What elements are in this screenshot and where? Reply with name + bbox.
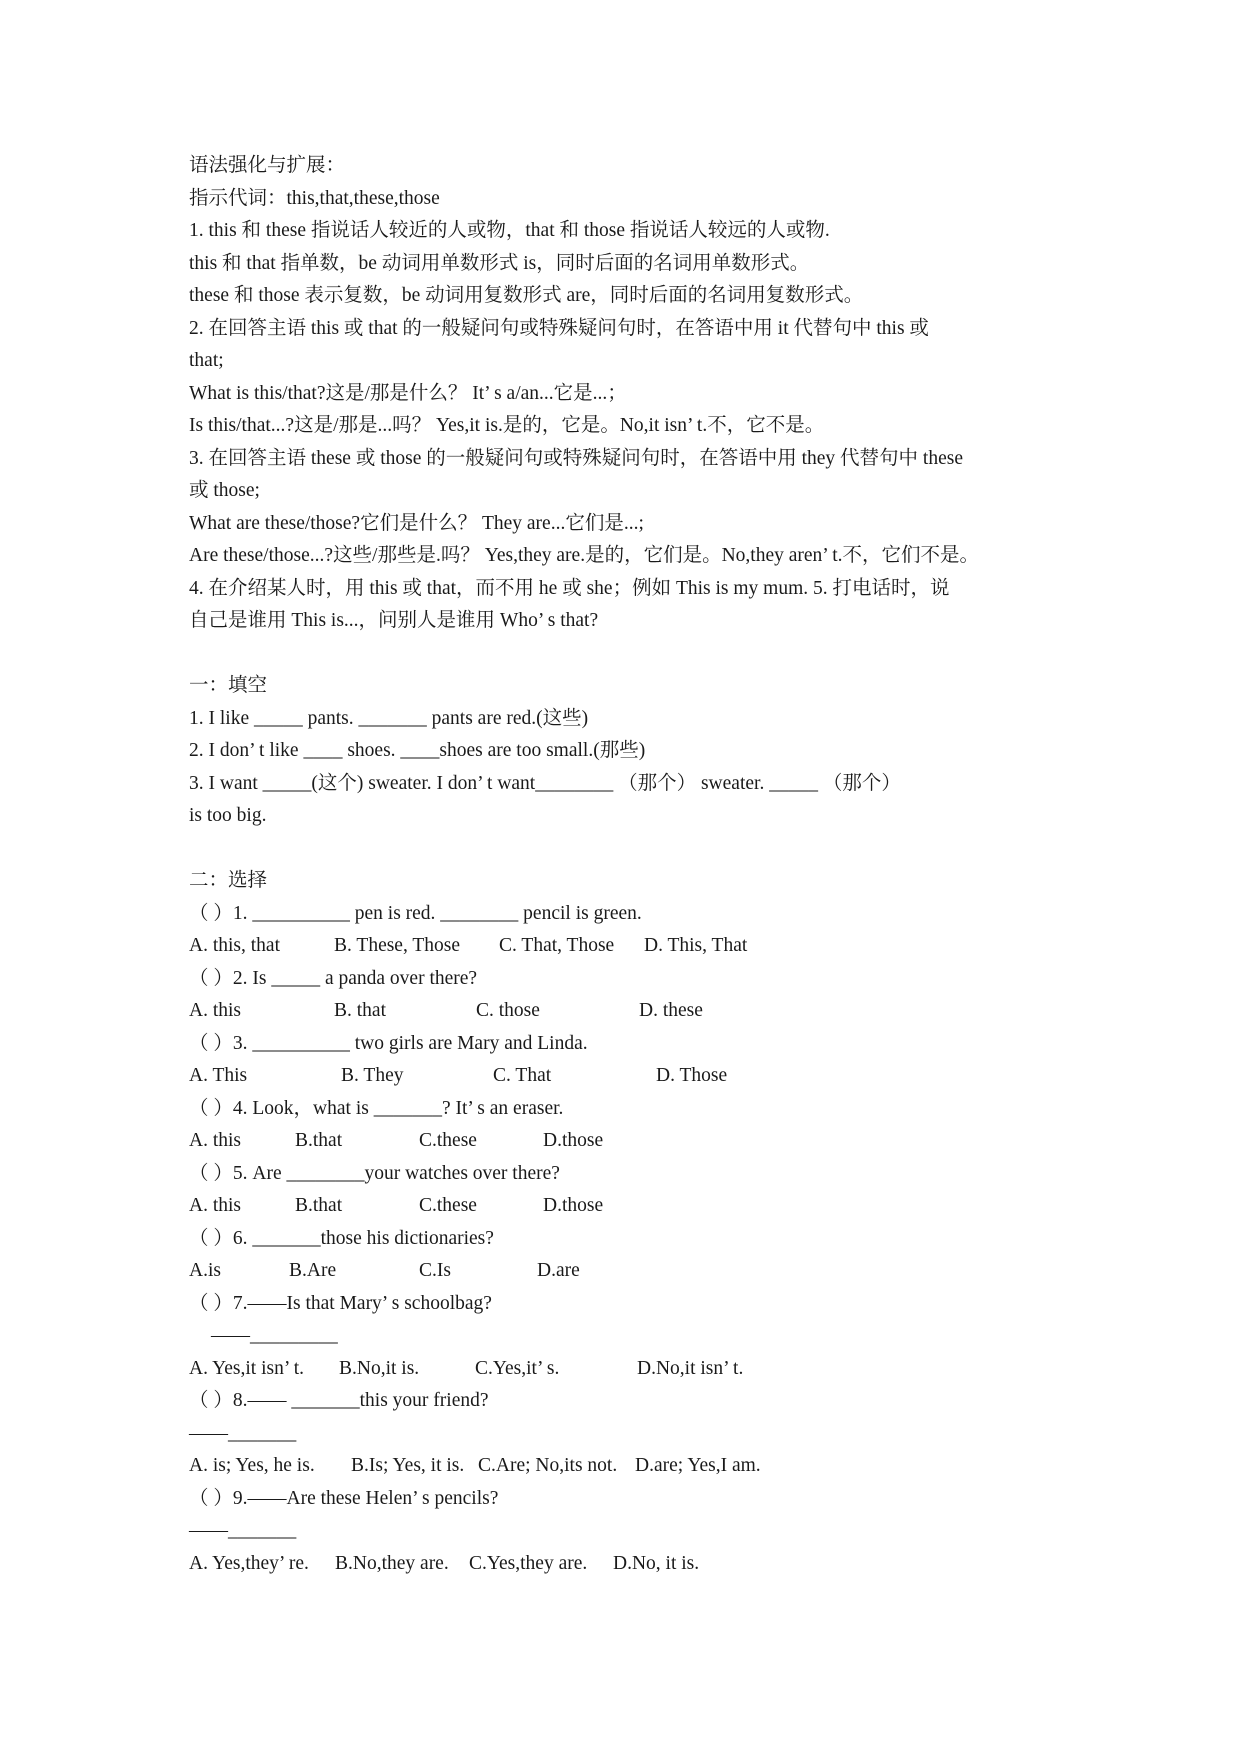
question-stem: （ ）1. __________ pen is red. ________ pencil is green. bbox=[189, 902, 642, 924]
option-a: A. Yes,they’ re. bbox=[189, 1552, 309, 1574]
question-stem: （ ）7.——Is that Mary’ s schoolbag? bbox=[189, 1292, 492, 1314]
note-line: Is this/that...?这是/那是...吗？ Yes,it is.是的，它是。No,it isn’ t.不，它不是。 bbox=[189, 415, 825, 436]
question-stem: （ ）5. Are ________your watches over there? bbox=[189, 1162, 560, 1184]
option-c: C. those bbox=[476, 1000, 540, 1021]
note-line: this 和 that 指单数，be 动词用单数形式 is，同时后面的名词用单数形式。 bbox=[189, 252, 810, 274]
option-d: D.those bbox=[543, 1130, 604, 1151]
note-line: 3. 在回答主语 these 或 those 的一般疑问句或特殊疑问句时，在答语中用 they 代替句中 these bbox=[189, 447, 963, 469]
question-8 bbox=[189, 1385, 1059, 1483]
question-stem: （ ）4. Look，what is _______? It’ s an eraser. bbox=[189, 1097, 564, 1119]
worksheet-page bbox=[189, 150, 1059, 1580]
options-row bbox=[189, 1353, 1059, 1386]
question-stem: （ ）6. _______those his dictionaries? bbox=[189, 1227, 494, 1249]
option-a: A. this bbox=[189, 1195, 242, 1216]
option-c: C. That bbox=[493, 1065, 552, 1086]
option-b: B. They bbox=[341, 1065, 404, 1086]
note-line: 1. this 和 these 指说话人较近的人或物，that 和 those 指说话人较远的人或物. bbox=[189, 220, 830, 241]
answer-line: ——_______ bbox=[189, 1520, 297, 1541]
fill-in-question: 1. I like _____ pants. _______ pants are red.(这些) bbox=[189, 707, 589, 729]
option-a: A.is bbox=[189, 1260, 221, 1281]
options-row bbox=[189, 930, 1059, 963]
option-a: A. this bbox=[189, 1000, 242, 1021]
option-d: D.are; Yes,I am. bbox=[635, 1455, 761, 1476]
grammar-notes bbox=[189, 215, 1059, 638]
option-b: B.Are bbox=[289, 1260, 337, 1281]
note-line: 或 those; bbox=[189, 480, 260, 501]
option-d: D.No,it isn’ t. bbox=[637, 1357, 744, 1379]
option-c: C.Are; No,its not. bbox=[478, 1455, 618, 1476]
option-b: B.No,it is. bbox=[339, 1357, 420, 1379]
option-b: B.that bbox=[295, 1195, 343, 1216]
options-row bbox=[189, 1190, 1059, 1223]
option-a: A. this, that bbox=[189, 935, 280, 956]
option-d: D.those bbox=[543, 1195, 604, 1216]
question-stem: （ ）9.——Are these Helen’ s pencils? bbox=[189, 1487, 499, 1509]
fill-in-question: 3. I want _____(这个) sweater. I don’ t want________ （那个） sweater. _____ （那个） bbox=[189, 772, 901, 794]
options-row bbox=[189, 1450, 1059, 1483]
note-line: 2. 在回答主语 this 或 that 的一般疑问句或特殊疑问句时，在答语中用 it 代替句中 this 或 bbox=[189, 317, 929, 339]
options-row bbox=[189, 1060, 1059, 1093]
page-title: 语法强化与扩展： bbox=[189, 155, 346, 176]
option-b: B. that bbox=[334, 1000, 386, 1021]
question-7 bbox=[189, 1288, 1059, 1386]
multiple-choice-section bbox=[189, 865, 1059, 1580]
section-title: 一：填空 bbox=[189, 675, 268, 696]
option-b: B.No,they are. bbox=[335, 1552, 449, 1574]
option-a: A. is; Yes, he is. bbox=[189, 1455, 315, 1476]
note-line: 自己是谁用 This is...，问别人是谁用 Who’ s that? bbox=[189, 610, 599, 631]
option-c: C. That, Those bbox=[499, 935, 615, 956]
option-d: D. This, That bbox=[644, 935, 748, 956]
option-a: A. Yes,it isn’ t. bbox=[189, 1357, 305, 1379]
note-line: What is this/that?这是/那是什么？ It’ s a/an...它是...； bbox=[189, 382, 627, 404]
question-stem: （ ）8.—— _______this your friend? bbox=[189, 1390, 489, 1411]
question-5 bbox=[189, 1158, 1059, 1223]
options-row bbox=[189, 1548, 1059, 1581]
options-row bbox=[189, 1125, 1059, 1158]
question-2 bbox=[189, 963, 1059, 1028]
question-stem: （ ）3. __________ two girls are Mary and Linda. bbox=[189, 1032, 588, 1054]
answer-line: ——_________ bbox=[211, 1325, 338, 1346]
option-d: D.No, it is. bbox=[613, 1552, 700, 1574]
question-1 bbox=[189, 898, 1059, 963]
note-line: these 和 those 表示复数，be 动词用复数形式 are，同时后面的名词用复数形式。 bbox=[189, 285, 864, 306]
option-b: B.Is; Yes, it is. bbox=[351, 1455, 465, 1476]
options-row bbox=[189, 1255, 1059, 1288]
note-line: that; bbox=[189, 350, 224, 371]
note-line: 4. 在介绍某人时，用 this 或 that，而不用 he 或 she；例如 This is my mum. 5. 打电话时，说 bbox=[189, 577, 950, 599]
option-a: A. This bbox=[189, 1065, 248, 1086]
option-c: C.these bbox=[419, 1130, 477, 1151]
question-4 bbox=[189, 1093, 1059, 1158]
question-6 bbox=[189, 1223, 1059, 1288]
question-9 bbox=[189, 1483, 1059, 1581]
option-d: D. Those bbox=[656, 1065, 728, 1086]
option-c: C.these bbox=[419, 1195, 477, 1216]
fill-in-question: is too big. bbox=[189, 805, 267, 826]
option-a: A. this bbox=[189, 1130, 242, 1151]
option-c: C.Yes,it’ s. bbox=[475, 1357, 560, 1379]
answer-line: ——_______ bbox=[189, 1422, 297, 1444]
note-line: Are these/those...?这些/那些是.吗？ Yes,they are.是的，它们是。No,they aren’ t.不，它们不是。 bbox=[189, 545, 979, 566]
note-line: What are these/those?它们是什么？ They are...它们是...; bbox=[189, 512, 644, 534]
fill-in-section bbox=[189, 670, 1059, 833]
options-row bbox=[189, 995, 1059, 1028]
option-b: B.that bbox=[295, 1130, 343, 1151]
option-d: D.are bbox=[537, 1260, 580, 1281]
option-c: C.Yes,they are. bbox=[469, 1552, 588, 1574]
option-d: D. these bbox=[639, 1000, 703, 1021]
page-subtitle: 指示代词：this,that,these,those bbox=[189, 187, 440, 209]
option-b: B. These, Those bbox=[334, 935, 461, 956]
option-c: C.Is bbox=[419, 1260, 451, 1281]
question-3 bbox=[189, 1028, 1059, 1093]
question-stem: （ ）2. Is _____ a panda over there? bbox=[189, 967, 478, 989]
section-title: 二：选择 bbox=[189, 870, 268, 891]
fill-in-question: 2. I don’ t like ____ shoes. ____shoes are too small.(那些) bbox=[189, 740, 646, 761]
